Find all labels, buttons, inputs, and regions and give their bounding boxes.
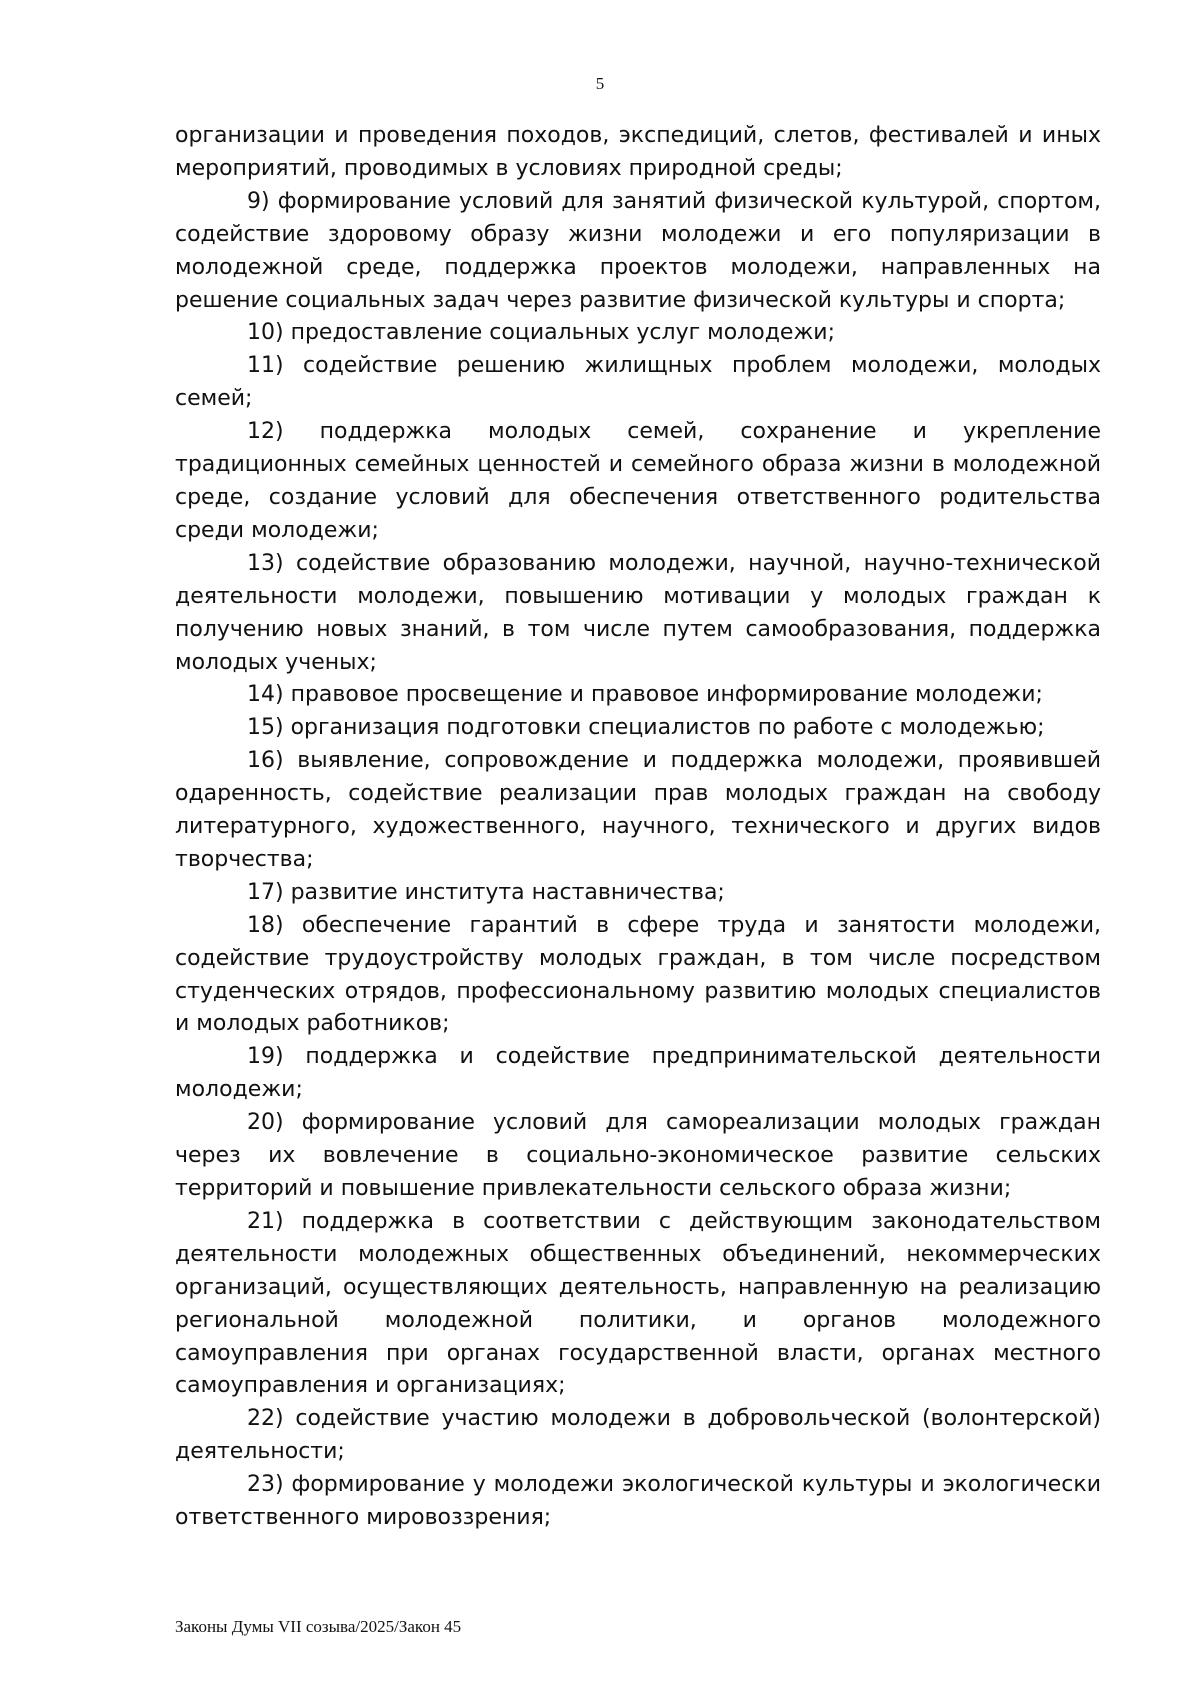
list-item-18: 18) обеспечение гарантий в сфере труда и занятости молодежи, содействие трудоустройству молодых граждан, в том числе посредством студенческих отрядов, профессиональному развитию молодых специалистов и молодых работников; bbox=[175, 912, 1101, 1037]
list-item-22: 22) содействие участию молодежи в добровольческой (волонтерской) деятельности; bbox=[175, 1406, 1101, 1465]
list-item-10: 10) предоставление социальных услуг молодежи; bbox=[247, 320, 835, 346]
list-item-11: 11) содействие решению жилищных проблем молодежи, молодых семей; bbox=[175, 353, 1101, 412]
list-item-17: 17) развитие института наставничества; bbox=[247, 879, 725, 905]
list-item-15: 15) организация подготовки специалистов по работе с молодежью; bbox=[247, 715, 1045, 741]
list-item-13: 13) содействие образованию молодежи, научной, научно-технической деятельности молодежи, повышению мотивации у молодых граждан к получению новых знаний, в том числе путем самообразования, поддержка молодых ученых; bbox=[175, 550, 1101, 675]
paragraph-continuation: организации и проведения походов, экспедиций, слетов, фестивалей и иных мероприятий, проводимых в условиях природной среды; bbox=[175, 123, 1101, 181]
list-item-12: 12) поддержка молодых семей, сохранение и укрепление традиционных семейных ценностей и семейного образа жизни в молодежной среде, создание условий для обеспечения ответственного родительства среди молодежи; bbox=[175, 419, 1101, 543]
list-item-21: 21) поддержка в соответствии с действующим законодательством деятельности молодежных общественных объединений, некоммерческих организаций, осуществляющих деятельность, направленную на реализацию региональной молодежной политики, и органов молодежного самоуправления при органах государственной власти, органах местного самоуправления и организациях; bbox=[175, 1208, 1101, 1399]
list-item-9: 9) формирование условий для занятий физической культурой, спортом, содействие здоровому образу жизни молодежи и его популяризации в молодежной среде, поддержка проектов молодежи, направленных на решение социальных задач через развитие физической культуры и спорта; bbox=[175, 188, 1101, 313]
list-item-20: 20) формирование условий для самореализации молодых граждан через их вовлечение в социально-экономическое развитие сельских территорий и повышение привлекательности сельского образа жизни; bbox=[175, 1110, 1101, 1201]
page-number: 5 bbox=[595, 74, 605, 93]
document-body bbox=[175, 120, 1101, 1535]
list-item-19: 19) поддержка и содействие предпринимательской деятельности молодежи; bbox=[175, 1044, 1101, 1103]
list-item-14: 14) правовое просвещение и правовое информирование молодежи; bbox=[247, 682, 1043, 708]
document-footer: Законы Думы VII созыва/2025/Закон 45 bbox=[175, 1617, 462, 1636]
list-item-16: 16) выявление, сопровождение и поддержка молодежи, проявившей одаренность, содействие реализации прав молодых граждан на свободу литературного, художественного, научного, технического и других видов творчества; bbox=[175, 748, 1101, 872]
list-item-23: 23) формирование у молодежи экологической культуры и экологически ответственного мировоззрения; bbox=[175, 1472, 1101, 1531]
